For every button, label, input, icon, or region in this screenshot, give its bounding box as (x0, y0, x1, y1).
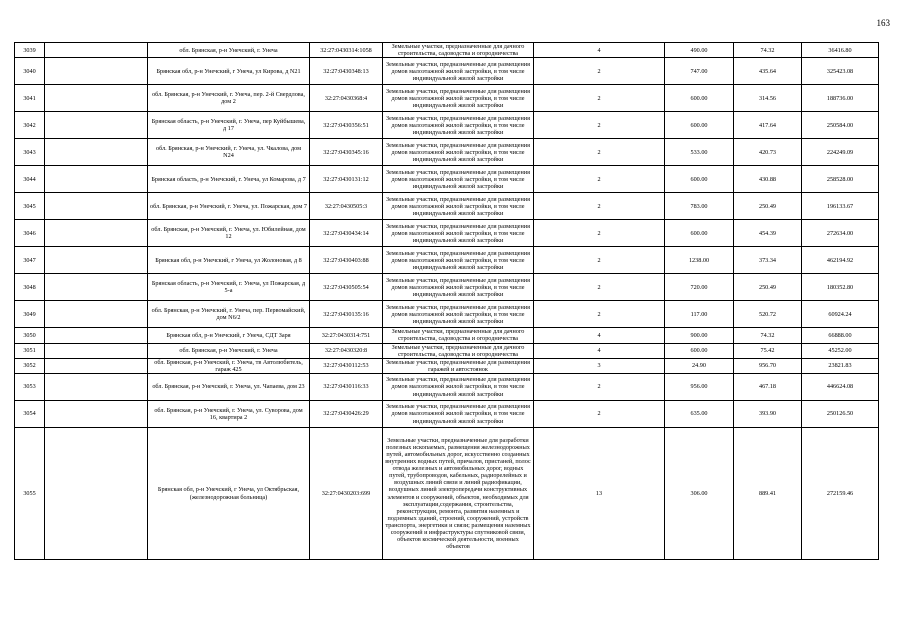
table-body (15, 43, 879, 560)
empty-cell (45, 112, 148, 139)
table-row (15, 139, 879, 166)
address-cell: обл. Брянская, р-н Унечский, г. Унеча, ул. Суворова, дом 16, квартира 2 (148, 401, 310, 428)
rate-cell: 956.70 (734, 358, 802, 373)
cadastral-value-cell: 180352.80 (802, 274, 879, 301)
address-cell: Брянская область, р-н Унечский, г. Унеча, пер Куйбышева, д 17 (148, 112, 310, 139)
rate-cell: 74.32 (734, 43, 802, 58)
cadastral-number-cell: 32:27:0430131:12 (310, 166, 383, 193)
land-purpose-cell: Земельные участки, предназначенные для дачного строительства, садоводства и огородничества (383, 43, 534, 58)
group-cell: 2 (534, 112, 665, 139)
group-cell: 4 (534, 43, 665, 58)
record-number: 3052 (15, 358, 45, 373)
rate-cell: 520.72 (734, 301, 802, 328)
cadastral-value-cell: 462194.92 (802, 247, 879, 274)
rate-cell: 454.39 (734, 220, 802, 247)
land-purpose-cell: Земельные участки, предназначенные для размещения домов малоэтажной жилой застройки, в том числе индивидуальной жилой застройки (383, 220, 534, 247)
record-number: 3042 (15, 112, 45, 139)
rate-cell: 435.64 (734, 58, 802, 85)
table-row (15, 301, 879, 328)
area-cell: 24.90 (665, 358, 734, 373)
address-cell: Брянская обл, р-н Унечский, г Унеча, СДТ Заря (148, 328, 310, 343)
land-purpose-cell: Земельные участки, предназначенные для размещения домов малоэтажной жилой застройки, в том числе индивидуальной жилой застройки (383, 85, 534, 112)
cadastral-value-cell: 258528.00 (802, 166, 879, 193)
area-cell: 600.00 (665, 166, 734, 193)
cadastral-number-cell: 32:27:0430426:29 (310, 401, 383, 428)
cadastral-number-cell: 32:27:0430135:16 (310, 301, 383, 328)
address-cell: обл. Брянская, р-н Унечский, г. Унеча (148, 43, 310, 58)
empty-cell (45, 58, 148, 85)
area-cell: 1238.00 (665, 247, 734, 274)
empty-cell (45, 43, 148, 58)
address-cell: обл. Брянская, р-н Унечский, г. Унеча (148, 343, 310, 358)
rate-cell: 420.73 (734, 139, 802, 166)
empty-cell (45, 166, 148, 193)
area-cell: 600.00 (665, 85, 734, 112)
rate-cell: 430.88 (734, 166, 802, 193)
address-cell: обл. Брянская, р-н Унечский, г. Унеча, ул. Юбилейная, дом 12 (148, 220, 310, 247)
table-row (15, 193, 879, 220)
group-cell: 4 (534, 328, 665, 343)
empty-cell (45, 428, 148, 560)
cadastral-value-cell: 60924.24 (802, 301, 879, 328)
table-row (15, 343, 879, 358)
cadastral-value-cell: 446624.08 (802, 374, 879, 401)
rate-cell: 314.56 (734, 85, 802, 112)
empty-cell (45, 139, 148, 166)
area-cell: 720.00 (665, 274, 734, 301)
area-cell: 490.00 (665, 43, 734, 58)
address-cell: обл. Брянская, р-н Унечский, г. Унеча, пер. 2-й Свердлова, дом 2 (148, 85, 310, 112)
record-number: 3055 (15, 428, 45, 560)
land-purpose-cell: Земельные участки, предназначенные для размещения домов малоэтажной жилой застройки, в том числе индивидуальной жилой застройки (383, 112, 534, 139)
empty-cell (45, 343, 148, 358)
rate-cell: 417.64 (734, 112, 802, 139)
rate-cell: 250.49 (734, 193, 802, 220)
address-cell: обл. Брянская, р-н Унечский, г. Унеча, пер. Первомайский, дом N6/2 (148, 301, 310, 328)
record-number: 3044 (15, 166, 45, 193)
table-row (15, 166, 879, 193)
address-cell: Брянская область, р-н Унечский, г. Унеча, ул Пожарская, д 5-а (148, 274, 310, 301)
address-cell: обл. Брянская, р-н Унечский, г. Унеча, ул. Чкалова, дом N24 (148, 139, 310, 166)
group-cell: 13 (534, 428, 665, 560)
cadastral-value-cell: 66888.00 (802, 328, 879, 343)
group-cell: 2 (534, 166, 665, 193)
group-cell: 4 (534, 343, 665, 358)
area-cell: 635.00 (665, 401, 734, 428)
cadastral-value-cell: 250126.50 (802, 401, 879, 428)
record-number: 3050 (15, 328, 45, 343)
area-cell: 600.00 (665, 220, 734, 247)
area-cell: 783.00 (665, 193, 734, 220)
cadastral-value-cell: 188736.00 (802, 85, 879, 112)
cadastral-value-cell: 196133.67 (802, 193, 879, 220)
rate-cell: 250.49 (734, 274, 802, 301)
table-row (15, 358, 879, 373)
cadastral-number-cell: 32:27:0430403:88 (310, 247, 383, 274)
table-row (15, 247, 879, 274)
cadastral-number-cell: 32:27:0430112:53 (310, 358, 383, 373)
empty-cell (45, 220, 148, 247)
cadastral-value-cell: 224249.09 (802, 139, 879, 166)
group-cell: 2 (534, 374, 665, 401)
record-number: 3053 (15, 374, 45, 401)
address-cell: обл. Брянская, р-н Унечский, г. Унеча, ул. Чапаева, дом 23 (148, 374, 310, 401)
land-purpose-cell: Земельные участки, предназначенные для дачного строительства, садоводства и огородничества (383, 328, 534, 343)
address-cell: Брянская обл, р-н Унечский, г Унеча, ул Октябрьская, (железнодорожная больница) (148, 428, 310, 560)
cadastral-number-cell: 32:27:0430203:699 (310, 428, 383, 560)
empty-cell (45, 301, 148, 328)
rate-cell: 75.42 (734, 343, 802, 358)
group-cell: 2 (534, 193, 665, 220)
table-row (15, 112, 879, 139)
table-row (15, 401, 879, 428)
area-cell: 533.00 (665, 139, 734, 166)
page-number: 163 (876, 18, 890, 28)
land-purpose-cell: Земельные участки, предназначенные для размещения домов малоэтажной жилой застройки, в том числе индивидуальной жилой застройки (383, 58, 534, 85)
area-cell: 956.00 (665, 374, 734, 401)
address-cell: обл. Брянская, р-н Унечский, г. Унеча, тв Автолюбитель, гараж 425 (148, 358, 310, 373)
area-cell: 306.00 (665, 428, 734, 560)
land-parcel-table (14, 42, 879, 560)
group-cell: 2 (534, 247, 665, 274)
cadastral-number-cell: 32:27:0430368:4 (310, 85, 383, 112)
empty-cell (45, 85, 148, 112)
address-cell: Брянская обл, р-н Унечский, г Унеча, ул Кирова, д N21 (148, 58, 310, 85)
rate-cell: 467.18 (734, 374, 802, 401)
cadastral-number-cell: 32:27:0430345:16 (310, 139, 383, 166)
cadastral-number-cell: 32:27:0430505:3 (310, 193, 383, 220)
area-cell: 117.00 (665, 301, 734, 328)
area-cell: 747.00 (665, 58, 734, 85)
rate-cell: 373.34 (734, 247, 802, 274)
land-purpose-cell: Земельные участки, предназначенные для размещения домов малоэтажной жилой застройки, в том числе индивидуальной жилой застройки (383, 301, 534, 328)
table-row (15, 428, 879, 560)
area-cell: 600.00 (665, 112, 734, 139)
cadastral-value-cell: 45252.00 (802, 343, 879, 358)
cadastral-number-cell: 32:27:0430356:51 (310, 112, 383, 139)
group-cell: 2 (534, 139, 665, 166)
land-purpose-cell: Земельные участки, предназначенные для размещения домов малоэтажной жилой застройки, в том числе индивидуальной жилой застройки (383, 193, 534, 220)
cadastral-number-cell: 32:27:0430505:54 (310, 274, 383, 301)
empty-cell (45, 193, 148, 220)
empty-cell (45, 374, 148, 401)
empty-cell (45, 274, 148, 301)
record-number: 3054 (15, 401, 45, 428)
land-purpose-cell: Земельные участки, предназначенные для размещения гаражей и автостоянок (383, 358, 534, 373)
record-number: 3046 (15, 220, 45, 247)
land-purpose-cell: Земельные участки, предназначенные для размещения домов малоэтажной жилой застройки, в том числе индивидуальной жилой застройки (383, 374, 534, 401)
group-cell: 2 (534, 401, 665, 428)
record-number: 3048 (15, 274, 45, 301)
land-purpose-cell: Земельные участки, предназначенные для разработки полезных ископаемых, размещения железнодорожных путей, автомобильных дорог, искусственно созданных внутренних водных путей, причалов, пристаней, полос отвода железных и автомобильных дорог, водных путей, трубопроводов, кабельных, радиорелейных и воздушных линий связи и линий радиофикации, воздушных линий электропередачи конструктивных элементов и сооружений, объектов, необходимых для эксплуатации,содержания, строительства, реконструкции, ремонта, развития наземных и подземных зданий, строений, сооружений, устройств транспорта, энергетики и связи; размещения наземных сооружений и инфраструктуры спутниковой связи, объектов космической деятельности, военных объектов (383, 428, 534, 560)
cadastral-value-cell: 250584.00 (802, 112, 879, 139)
record-number: 3049 (15, 301, 45, 328)
group-cell: 2 (534, 274, 665, 301)
empty-cell (45, 328, 148, 343)
area-cell: 600.00 (665, 343, 734, 358)
table-row (15, 58, 879, 85)
land-purpose-cell: Земельные участки, предназначенные для размещения домов малоэтажной жилой застройки, в том числе индивидуальной жилой застройки (383, 247, 534, 274)
cadastral-number-cell: 32:27:0430434:14 (310, 220, 383, 247)
cadastral-value-cell: 272634.00 (802, 220, 879, 247)
record-number: 3043 (15, 139, 45, 166)
address-cell: Брянская обл, р-н Унечский, г Унеча, ул Жолоновая, д 8 (148, 247, 310, 274)
group-cell: 2 (534, 301, 665, 328)
land-purpose-cell: Земельные участки, предназначенные для размещения домов малоэтажной жилой застройки, в том числе индивидуальной жилой застройки (383, 166, 534, 193)
land-purpose-cell: Земельные участки, предназначенные для размещения домов малоэтажной жилой застройки, в том числе индивидуальной жилой застройки (383, 139, 534, 166)
record-number: 3041 (15, 85, 45, 112)
group-cell: 2 (534, 58, 665, 85)
group-cell: 3 (534, 358, 665, 373)
cadastral-number-cell: 32:27:0430320:8 (310, 343, 383, 358)
cadastral-number-cell: 32:27:0430348:13 (310, 58, 383, 85)
cadastral-number-cell: 32:27:0430314:1058 (310, 43, 383, 58)
address-cell: Брянская область, р-н Унечский, г. Унеча, ул Комарова, д 7 (148, 166, 310, 193)
table-row (15, 85, 879, 112)
table-row (15, 328, 879, 343)
area-cell: 900.00 (665, 328, 734, 343)
empty-cell (45, 358, 148, 373)
record-number: 3045 (15, 193, 45, 220)
record-number: 3051 (15, 343, 45, 358)
land-purpose-cell: Земельные участки, предназначенные для дачного строительства, садоводства и огородничества (383, 343, 534, 358)
group-cell: 2 (534, 85, 665, 112)
group-cell: 2 (534, 220, 665, 247)
table-row (15, 274, 879, 301)
empty-cell (45, 247, 148, 274)
empty-cell (45, 401, 148, 428)
land-purpose-cell: Земельные участки, предназначенные для размещения домов малоэтажной жилой застройки, в том числе индивидуальной жилой застройки (383, 401, 534, 428)
land-purpose-cell: Земельные участки, предназначенные для размещения домов малоэтажной жилой застройки, в том числе индивидуальной жилой застройки (383, 274, 534, 301)
cadastral-number-cell: 32:27:0430314:751 (310, 328, 383, 343)
cadastral-value-cell: 325423.08 (802, 58, 879, 85)
cadastral-value-cell: 23821.83 (802, 358, 879, 373)
table-row (15, 43, 879, 58)
record-number: 3039 (15, 43, 45, 58)
record-number: 3047 (15, 247, 45, 274)
record-number: 3040 (15, 58, 45, 85)
rate-cell: 889.41 (734, 428, 802, 560)
rate-cell: 74.32 (734, 328, 802, 343)
table-row (15, 374, 879, 401)
table-row (15, 220, 879, 247)
cadastral-number-cell: 32:27:0430116:33 (310, 374, 383, 401)
rate-cell: 393.90 (734, 401, 802, 428)
address-cell: обл. Брянская, р-н Унечский, г. Унеча, ул. Пожарская, дом 7 (148, 193, 310, 220)
cadastral-value-cell: 272159.46 (802, 428, 879, 560)
cadastral-value-cell: 36416.80 (802, 43, 879, 58)
